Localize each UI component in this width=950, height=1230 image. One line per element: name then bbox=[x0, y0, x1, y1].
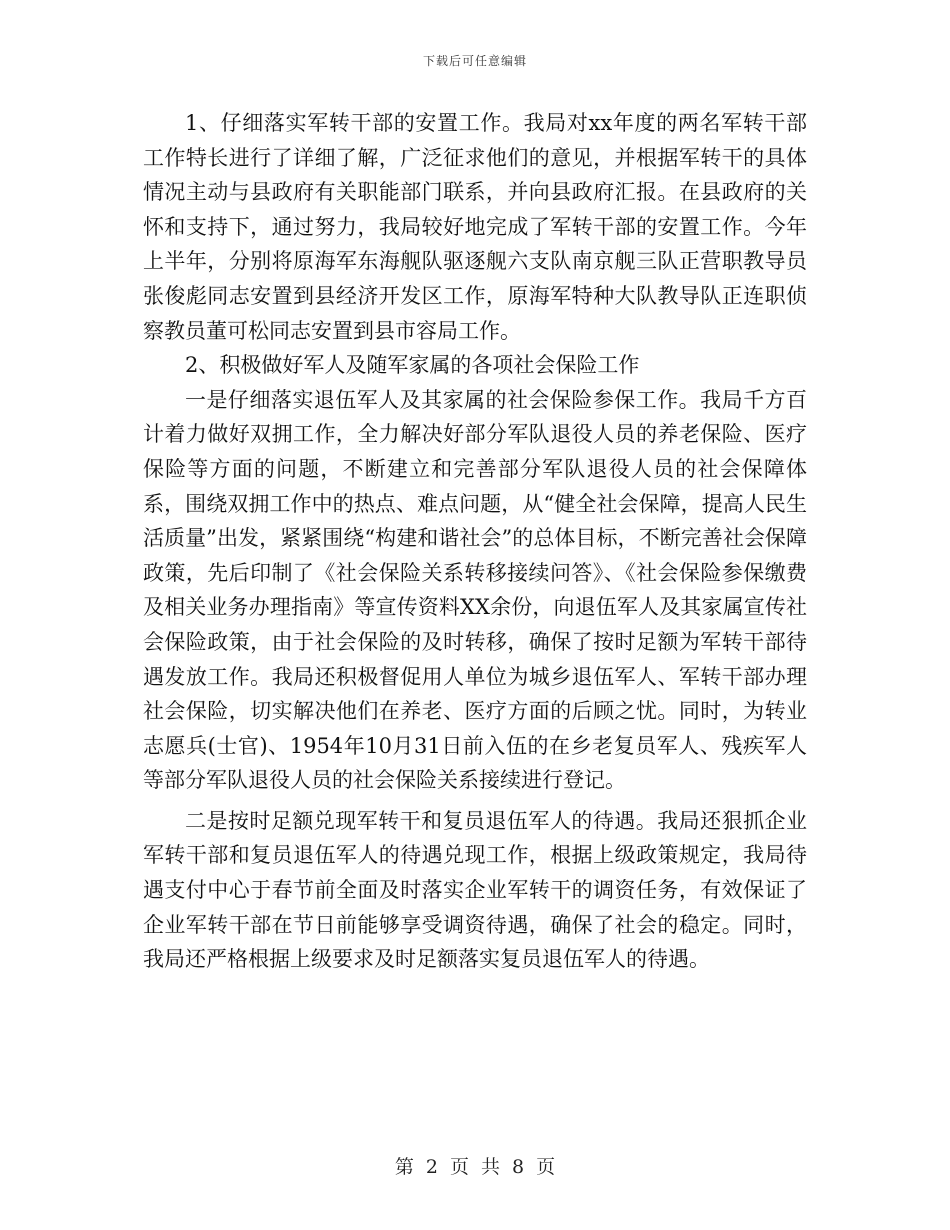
page-header: 下载后可任意编辑 bbox=[422, 54, 527, 68]
paragraph-social-insurance-heading: 2、积极做好军人及随军家属的各项社会保险工作 bbox=[185, 353, 640, 378]
paragraph-benefits-payment: 二是按时足额兑现军转干和复员退伍军人的待遇。我局还狠抓企业军转干部和复员退伍军人的待遇兑现工作，根据上级政策规定，我局待遇支付中心于春节前全面及时落实企业军转干的调资任务，有效保证了企业军转干部在节日前能够享受调资待遇，确保了社会的稳定。同时，我局还严格根据上级要求及时足额落实复员退伍军人的待遇。 bbox=[143, 808, 807, 972]
paragraph-resettlement: 1、仔细落实军转干部的安置工作。我局对xx年度的两名军转干部工作特长进行了详细了解，广泛征求他们的意见，并根据军转干的具体情况主动与县政府有关职能部门联系，并向县政府汇报。在县政府的关怀和支持下，通过努力，我局较好地完成了军转干部的安置工作。今年上半年，分别将原海军东海舰队驱逐舰六支队南京舰三队正营职教导员张俊彪同志安置到县经济开发区工作，原海军特种大队教导队正连职侦察教员董可松同志安置到县市容局工作。 bbox=[143, 111, 807, 343]
paragraph-insurance-enrollment: 一是仔细落实退伍军人及其家属的社会保险参保工作。我局千方百计着力做好双拥工作，全力解决好部分军队退役人员的养老保险、医疗保险等方面的问题，不断建立和完善部分军队退役人员的社会保障体系，围绕双拥工作中的热点、难点问题，从“健全社会保障，提高人民生活质量”出发，紧紧围绕“构建和谐社会”的总体目标，不断完善社会保障政策，先后印制了《社会保险关系转移接续问答》、《社会保险参保缴费及相关业务办理指南》等宣传资料XX余份，向退伍军人及其家属宣传社会保险政策，由于社会保险的及时转移，确保了按时足额为军转干部待遇发放工作。我局还积极督促用人单位为城乡退伍军人、军转干部办理社会保险，切实解决他们在养老、医疗方面的后顾之忧。同时，为转业志愿兵(士官)、1954年10月31日前入伍的在乡老复员军人、残疾军人等部分军队退役人员的社会保险关系接续进行登记。 bbox=[143, 387, 807, 793]
page-number-footer: 第 2 页 共 8 页 bbox=[394, 1156, 556, 1178]
document-body bbox=[143, 106, 807, 977]
